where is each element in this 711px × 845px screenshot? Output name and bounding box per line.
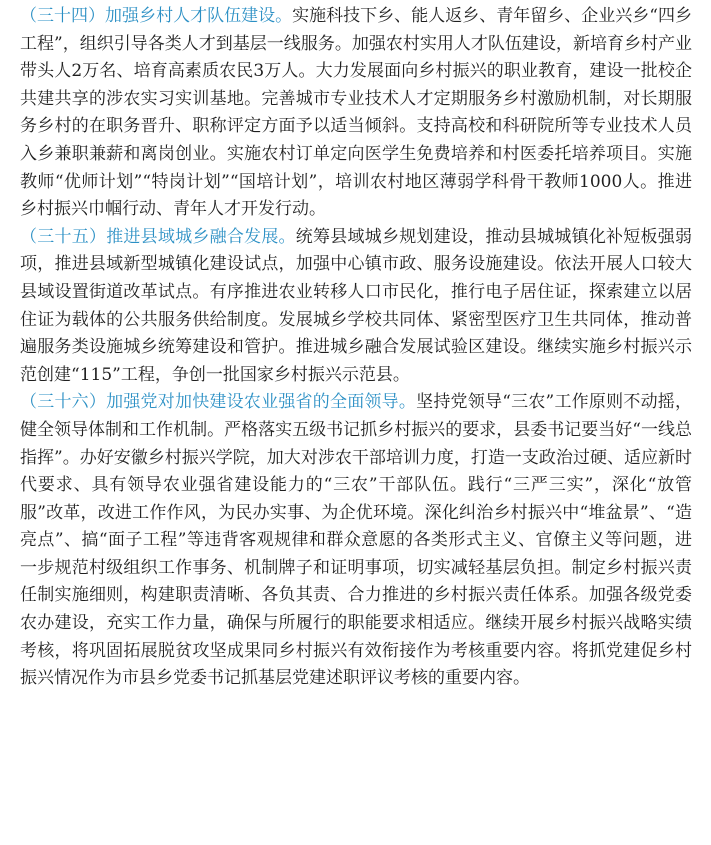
section-36 xyxy=(20,389,692,693)
section-35 xyxy=(20,224,692,390)
section-35-body: 统筹县域城乡规划建设，推动县城城镇化补短板强弱项，推进县域新型城镇化建设试点，加强中心镇市政、服务设施建设。依法开展人口较大县域设置街道改革试点。有序推进农业转移人口市民化，推行电子居住证，探索建立以居住证为载体的公共服务供给制度。发展城乡学校共同体、紧密型医疗卫生共同体，推动普遍服务类设施城乡统筹建设和管护。推进城乡融合发展试验区建设。继续实施乡村振兴示范创建“115”工程，争创一批国家乡村振兴示范县。 xyxy=(20,226,693,385)
section-36-heading: 加强党对加快建设农业强省的全面领导。 xyxy=(106,392,417,413)
section-34 xyxy=(20,3,692,224)
section-34-body: 实施科技下乡、能人返乡、青年留乡、企业兴乡“四乡工程”，组织引导各类人才到基层一线服务。加强农村实用人才队伍建设，新培育乡村产业带头人2万名、培育高素质农民3万人。大力发展面向乡村振兴的职业教育，建设一批校企共建共享的涉农实习实训基地。完善城市专业技术人才定期服务乡村激励机制，对长期服务乡村的在职务晋升、职称评定方面予以适当倾斜。支持高校和科研院所等专业技术人员入乡兼职兼薪和离岗创业。实施农村订单定向医学生免费培养和村医委托培养项目。实施教师“优师计划”“特岗计划”“国培计划”，培训农村地区薄弱学科骨干教师1000人。推进乡村振兴巾帼行动、青年人才开发行动。 xyxy=(20,6,693,220)
section-35-number: （三十五） xyxy=(20,226,107,247)
section-35-heading: 推进县域城乡融合发展。 xyxy=(106,226,296,247)
section-36-number: （三十六） xyxy=(20,392,107,413)
section-34-number: （三十四） xyxy=(20,6,106,26)
document-body xyxy=(20,3,692,693)
section-36-body: 坚持党领导“三农”工作原则不动摇，健全领导体制和工作机制。严格落实五级书记抓乡村振兴的要求，县委书记要当好“一线总指挥”。办好安徽乡村振兴学院，加大对涉农干部培训力度，打造一支政治过硬、适应新时代要求、具有领导农业强省建设能力的“三农”干部队伍。践行“三严三实”，深化“放管服”改革，改进工作作风，为民办实事、为企优环境。深化纠治乡村振兴中“堆盆景”、“造亮点”、搞“面子工程”等违背客观规律和群众意愿的各类形式主义、官僚主义等问题，进一步规范村级组织工作事务、机制牌子和证明事项，切实减轻基层负担。制定乡村振兴责任制实施细则，构建职责清晰、各负其责、合力推进的乡村振兴责任体系。加强各级党委农办建设，充实工作力量，确保与所履行的职能要求相适应。继续开展乡村振兴战略实绩考核，将巩固拓展脱贫攻坚成果同乡村振兴有效衔接作为考核重要内容。将抓党建促乡村振兴情况作为市县乡党委书记抓基层党建述职评议考核的重要内容。 xyxy=(20,392,693,689)
section-34-heading: 加强乡村人才队伍建设。 xyxy=(105,6,293,26)
